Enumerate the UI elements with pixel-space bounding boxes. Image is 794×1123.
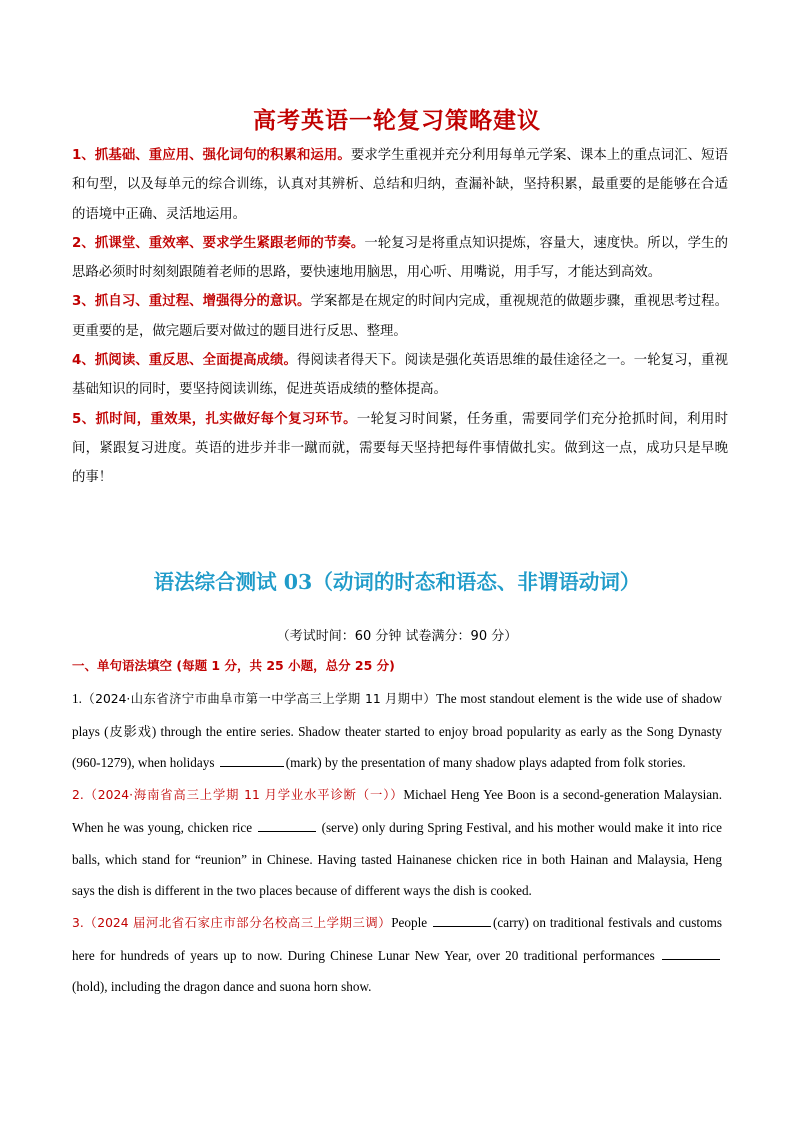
tip-lead: 5、抓时间，重效果，扎实做好每个复习环节。 bbox=[72, 411, 357, 427]
question-text: Michael Heng Yee Boon is a second-generation Malaysian. When he was young, chicken rice bbox=[72, 787, 723, 835]
tip-lead: 2、抓课堂、重效率、要求学生紧跟老师的节奏。 bbox=[72, 235, 365, 251]
question-item bbox=[72, 683, 722, 779]
tip-lead: 4、抓阅读、重反思、全面提高成绩。 bbox=[72, 353, 297, 369]
question-text: The most standout element is the wide use of shadow plays (皮影戏) through the entire series. Shadow theater started to enjoy broad popularity as early as the Song Dynasty (960-1279), when holidays bbox=[72, 691, 722, 771]
tip-body: 一轮复习是将重点知识提炼，容量大，速度快。所以，学生的思路必须时时刻刻跟随着老师的思路，要快速地用脑思，用心听、用嘴说，用手写，才能达到高效。 bbox=[72, 235, 728, 281]
tip-item bbox=[72, 229, 728, 288]
page-title: 高考英语一轮复习策略建议 bbox=[253, 108, 541, 134]
question-number: 3. bbox=[72, 915, 84, 930]
question-number: 2. bbox=[72, 788, 84, 803]
question-text: (mark) by the presentation of many shadow plays adapted from folk stories. bbox=[285, 755, 686, 771]
strategy-tips bbox=[72, 141, 728, 493]
section-heading: 一、单句语法填空 (每题 1 分，共 25 小题，总分 25 分) bbox=[72, 658, 395, 673]
question-text: (carry) on traditional festivals and customs here for hundreds of years up to now. During Chinese Lunar New Year, over 20 traditional performances bbox=[72, 914, 722, 963]
question-item bbox=[72, 779, 722, 907]
tip-item bbox=[72, 346, 728, 405]
tip-body: 要求学生重视并充分利用每单元学案、课本上的重点词汇、短语和句型，以及每单元的综合训练，认真对其辨析、总结和归纳，查漏补缺，坚持积累，最重要的是能够在合适的语境中正确、灵活地运用。 bbox=[72, 148, 729, 222]
tip-lead: 1、抓基础、重应用、强化词句的积累和运用。 bbox=[72, 148, 351, 163]
tip-item bbox=[72, 405, 728, 493]
answer-blank[interactable] bbox=[662, 947, 720, 960]
question-item bbox=[72, 907, 722, 1003]
question-source: （2024·海南省高三上学期 11 月学业水平诊断（一）） bbox=[83, 788, 404, 803]
tip-body: 学案都是在规定的时间内完成，重视规范的做题步骤，重视思考过程。更重要的是，做完题后要对做过的题目进行反思、整理。 bbox=[72, 294, 728, 339]
question-text: (serve) only during Spring Festival, and his mother would make it into rice balls, which stand for “reunion” in Chinese. Having tasted Hainanese chicken rice in both Hainan and Malaysia, Heng says the dish is different in the two places because of different ways the dish is cooked. bbox=[72, 819, 723, 899]
question-list bbox=[72, 683, 722, 1003]
question-text: People bbox=[391, 914, 431, 930]
question-source: （2024 届河北省石家庄市部分名校高三上学期三调） bbox=[83, 915, 392, 930]
tip-item bbox=[72, 141, 728, 229]
answer-blank[interactable] bbox=[220, 754, 284, 767]
answer-blank[interactable] bbox=[258, 819, 316, 832]
question-text: (hold), including the dragon dance and suona horn show. bbox=[72, 979, 372, 995]
tip-body: 一轮复习时间紧，任务重，需要同学们充分抢抓时间，利用时间，紧跟复习进度。英语的进步并非一蹴而就，需要每天坚持把每件事情做扎实。做到这一点，成功只是早晚的事！ bbox=[72, 411, 728, 486]
answer-blank[interactable] bbox=[433, 914, 491, 927]
tip-lead: 3、抓自习、重过程、增强得分的意识。 bbox=[72, 294, 311, 310]
test-title: 语法综合测试 03（动词的时态和语态、非谓语动词） bbox=[153, 570, 641, 594]
exam-info: （考试时间：60 分钟 试卷满分：90 分） bbox=[276, 629, 518, 644]
tip-item bbox=[72, 287, 728, 346]
tip-body: 得阅读者得天下。阅读是强化英语思维的最佳途径之一。一轮复习，重视基础知识的同时，要坚持阅读训练，促进英语成绩的整体提高。 bbox=[72, 353, 728, 398]
question-source: （2024·山东省济宁市曲阜市第一中学高三上学期 11 月期中） bbox=[81, 692, 437, 706]
question-number: 1. bbox=[72, 691, 82, 706]
